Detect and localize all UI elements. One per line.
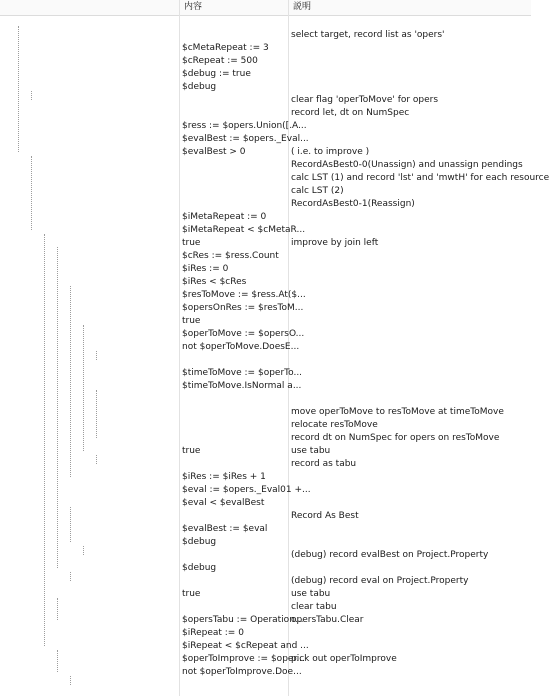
tree-guide-line bbox=[18, 26, 19, 152]
node-description-cell[interactable]: improve by join left bbox=[291, 238, 379, 248]
grid-header bbox=[0, 0, 531, 16]
node-description-cell[interactable]: clear flag 'operToMove' for opers bbox=[291, 95, 439, 105]
node-description-cell[interactable]: use tabu bbox=[291, 589, 331, 599]
tree-row[interactable] bbox=[0, 68, 531, 81]
tree-row[interactable] bbox=[0, 16, 531, 29]
node-description-cell[interactable]: Record As Best bbox=[291, 511, 359, 521]
tree-row[interactable] bbox=[0, 185, 531, 198]
tree-row[interactable] bbox=[0, 588, 531, 601]
tree-row[interactable] bbox=[0, 549, 531, 562]
tree-row[interactable] bbox=[0, 536, 531, 549]
node-content-cell[interactable]: $cRepeat := 500 bbox=[182, 56, 258, 66]
node-description-cell[interactable]: opersTabu.Clear bbox=[291, 615, 364, 625]
node-description-cell[interactable]: RecordAsBest0-0(Unassign) and unassign pendings bbox=[291, 160, 523, 170]
tree-guide-line bbox=[70, 572, 71, 581]
tree-row[interactable] bbox=[0, 601, 531, 614]
tree-guide-line bbox=[31, 156, 32, 230]
tree-row[interactable] bbox=[0, 328, 531, 341]
node-description-cell[interactable]: calc LST (1) and record 'lst' and 'mwtH' for each resource bbox=[291, 173, 549, 183]
node-description-cell[interactable]: move operToMove to resToMove at timeToMove bbox=[291, 407, 504, 417]
node-description-cell[interactable]: calc LST (2) bbox=[291, 186, 344, 196]
tree-row[interactable] bbox=[0, 380, 531, 393]
node-content-cell[interactable]: $opersOnRes := $resToM... bbox=[182, 303, 304, 313]
tree-row[interactable] bbox=[0, 523, 531, 536]
node-description-cell[interactable]: (debug) record evalBest on Project.Property bbox=[291, 550, 489, 560]
node-description-cell[interactable]: record dt on NumSpec for opers on resToMove bbox=[291, 433, 500, 443]
node-description-cell[interactable]: pick out operToImprove bbox=[291, 654, 397, 664]
tree-row[interactable] bbox=[0, 250, 531, 263]
tree-guide-line bbox=[70, 507, 71, 542]
tree-row[interactable] bbox=[0, 315, 531, 328]
tree-guide-line bbox=[83, 546, 84, 555]
tree-guide-line bbox=[96, 351, 97, 360]
node-content-cell[interactable]: $operToMove := $opersO... bbox=[182, 329, 305, 339]
node-content-cell[interactable]: $evalBest > 0 bbox=[182, 147, 246, 157]
tree-row[interactable] bbox=[0, 341, 531, 354]
tree-row[interactable] bbox=[0, 614, 531, 627]
node-content-cell[interactable]: $ress := $opers.Union([.A... bbox=[182, 121, 307, 131]
tree-row[interactable] bbox=[0, 146, 531, 159]
tree-row[interactable] bbox=[0, 419, 531, 432]
node-content-cell[interactable]: $evalBest := $eval bbox=[182, 524, 268, 534]
node-content-cell[interactable]: true bbox=[182, 238, 201, 248]
node-content-cell[interactable]: true bbox=[182, 589, 201, 599]
tree-row[interactable] bbox=[0, 302, 531, 315]
tree-row[interactable] bbox=[0, 133, 531, 146]
tree-row[interactable] bbox=[0, 159, 531, 172]
node-content-cell[interactable]: $eval < $evalBest bbox=[182, 498, 265, 508]
tree-row[interactable] bbox=[0, 120, 531, 133]
tree-row[interactable] bbox=[0, 471, 531, 484]
tree-guide-line bbox=[96, 455, 97, 464]
node-description-cell[interactable]: ( i.e. to improve ) bbox=[291, 147, 370, 157]
tree-guide-line bbox=[57, 598, 58, 620]
node-content-cell[interactable]: $iMetaRepeat := 0 bbox=[182, 212, 267, 222]
tree-row[interactable] bbox=[0, 575, 531, 588]
node-description-cell[interactable]: use tabu bbox=[291, 446, 331, 456]
node-content-cell[interactable]: $evalBest := $opers._Eval... bbox=[182, 134, 309, 144]
node-content-cell[interactable]: not $operToMove.DoesE... bbox=[182, 342, 300, 352]
node-description-cell[interactable]: clear tabu bbox=[291, 602, 337, 612]
node-content-cell[interactable]: $resToMove := $ress.At($... bbox=[182, 290, 306, 300]
node-content-cell[interactable]: $cRes := $ress.Count bbox=[182, 251, 279, 261]
node-content-cell[interactable]: $iRepeat := 0 bbox=[182, 628, 244, 638]
tree-row[interactable] bbox=[0, 198, 531, 211]
tree-row[interactable] bbox=[0, 81, 531, 94]
tree-row[interactable] bbox=[0, 666, 531, 679]
tree-row[interactable] bbox=[0, 354, 531, 367]
node-description-cell[interactable]: record let, dt on NumSpec bbox=[291, 108, 410, 118]
tree-row[interactable] bbox=[0, 562, 531, 575]
node-description-cell[interactable]: record as tabu bbox=[291, 459, 357, 469]
node-description-cell[interactable]: (debug) record eval on Project.Property bbox=[291, 576, 469, 586]
node-content-cell[interactable]: $debug := true bbox=[182, 69, 251, 79]
column-header-content[interactable]: 内容 bbox=[184, 2, 203, 12]
tree-row[interactable] bbox=[0, 289, 531, 302]
tree-row[interactable] bbox=[0, 172, 549, 185]
node-content-cell[interactable]: $opersTabu := Operation... bbox=[182, 615, 304, 625]
node-content-cell[interactable]: $eval := $opers._Eval01 +... bbox=[182, 485, 311, 495]
column-header-description[interactable]: 説明 bbox=[293, 2, 312, 12]
node-content-cell[interactable]: $timeToMove := $operTo... bbox=[182, 368, 303, 378]
node-content-cell[interactable]: not $operToImprove.Doe... bbox=[182, 667, 302, 677]
tree-row[interactable] bbox=[0, 679, 531, 692]
node-content-cell[interactable]: $iRepeat < $cRepeat and ... bbox=[182, 641, 309, 651]
tree-row[interactable] bbox=[0, 445, 531, 458]
node-content-cell[interactable]: $iRes := 0 bbox=[182, 264, 229, 274]
tree-row[interactable] bbox=[0, 640, 531, 653]
node-description-cell[interactable]: relocate resToMove bbox=[291, 420, 378, 430]
tree-guide-line bbox=[31, 91, 32, 100]
tree-row[interactable] bbox=[0, 94, 531, 107]
tree-row[interactable] bbox=[0, 393, 531, 406]
tree-row[interactable] bbox=[0, 224, 531, 237]
node-content-cell[interactable]: $cMetaRepeat := 3 bbox=[182, 43, 269, 53]
node-content-cell[interactable]: $debug bbox=[182, 537, 217, 547]
node-content-cell[interactable]: $debug bbox=[182, 563, 217, 573]
tree-row[interactable] bbox=[0, 510, 531, 523]
tree-guide-line bbox=[57, 247, 58, 568]
tree-guide-line bbox=[44, 234, 45, 646]
tree-guide-line bbox=[70, 676, 71, 685]
node-content-cell[interactable]: $timeToMove.IsNormal a... bbox=[182, 381, 302, 391]
node-content-cell[interactable]: $debug bbox=[182, 82, 217, 92]
node-description-cell[interactable]: RecordAsBest0-1(Reassign) bbox=[291, 199, 415, 209]
tree-guide-line bbox=[83, 325, 84, 451]
tree-row[interactable] bbox=[0, 237, 531, 250]
tree-row[interactable] bbox=[0, 406, 531, 419]
tree-row[interactable] bbox=[0, 367, 531, 380]
tree-row[interactable] bbox=[0, 42, 531, 55]
node-content-cell[interactable]: $operToImprove := $oper... bbox=[182, 654, 305, 664]
node-content-cell[interactable]: $iRes := $iRes + 1 bbox=[182, 472, 266, 482]
tree-row[interactable] bbox=[0, 627, 531, 640]
tree-guide-line bbox=[96, 390, 97, 438]
node-content-cell[interactable]: $iMetaRepeat < $cMetaR... bbox=[182, 225, 306, 235]
node-content-cell[interactable]: true bbox=[182, 316, 201, 326]
tree-row[interactable] bbox=[0, 211, 531, 224]
tree-row[interactable] bbox=[0, 55, 531, 68]
tree-row[interactable] bbox=[0, 484, 531, 497]
node-content-cell[interactable]: $iRes < $cRes bbox=[182, 277, 247, 287]
tree-row[interactable] bbox=[0, 107, 531, 120]
tree-row[interactable] bbox=[0, 497, 531, 510]
tree-guide-line bbox=[70, 286, 71, 477]
tree-row[interactable] bbox=[0, 432, 531, 445]
tree-row[interactable] bbox=[0, 653, 531, 666]
tree-row[interactable] bbox=[0, 29, 531, 42]
tree-row[interactable] bbox=[0, 458, 531, 471]
tree-row[interactable] bbox=[0, 263, 531, 276]
tree-guide-line bbox=[57, 650, 58, 672]
node-content-cell[interactable]: true bbox=[182, 446, 201, 456]
node-description-cell[interactable]: select target, record list as 'opers' bbox=[291, 30, 445, 40]
tree-row[interactable] bbox=[0, 276, 531, 289]
